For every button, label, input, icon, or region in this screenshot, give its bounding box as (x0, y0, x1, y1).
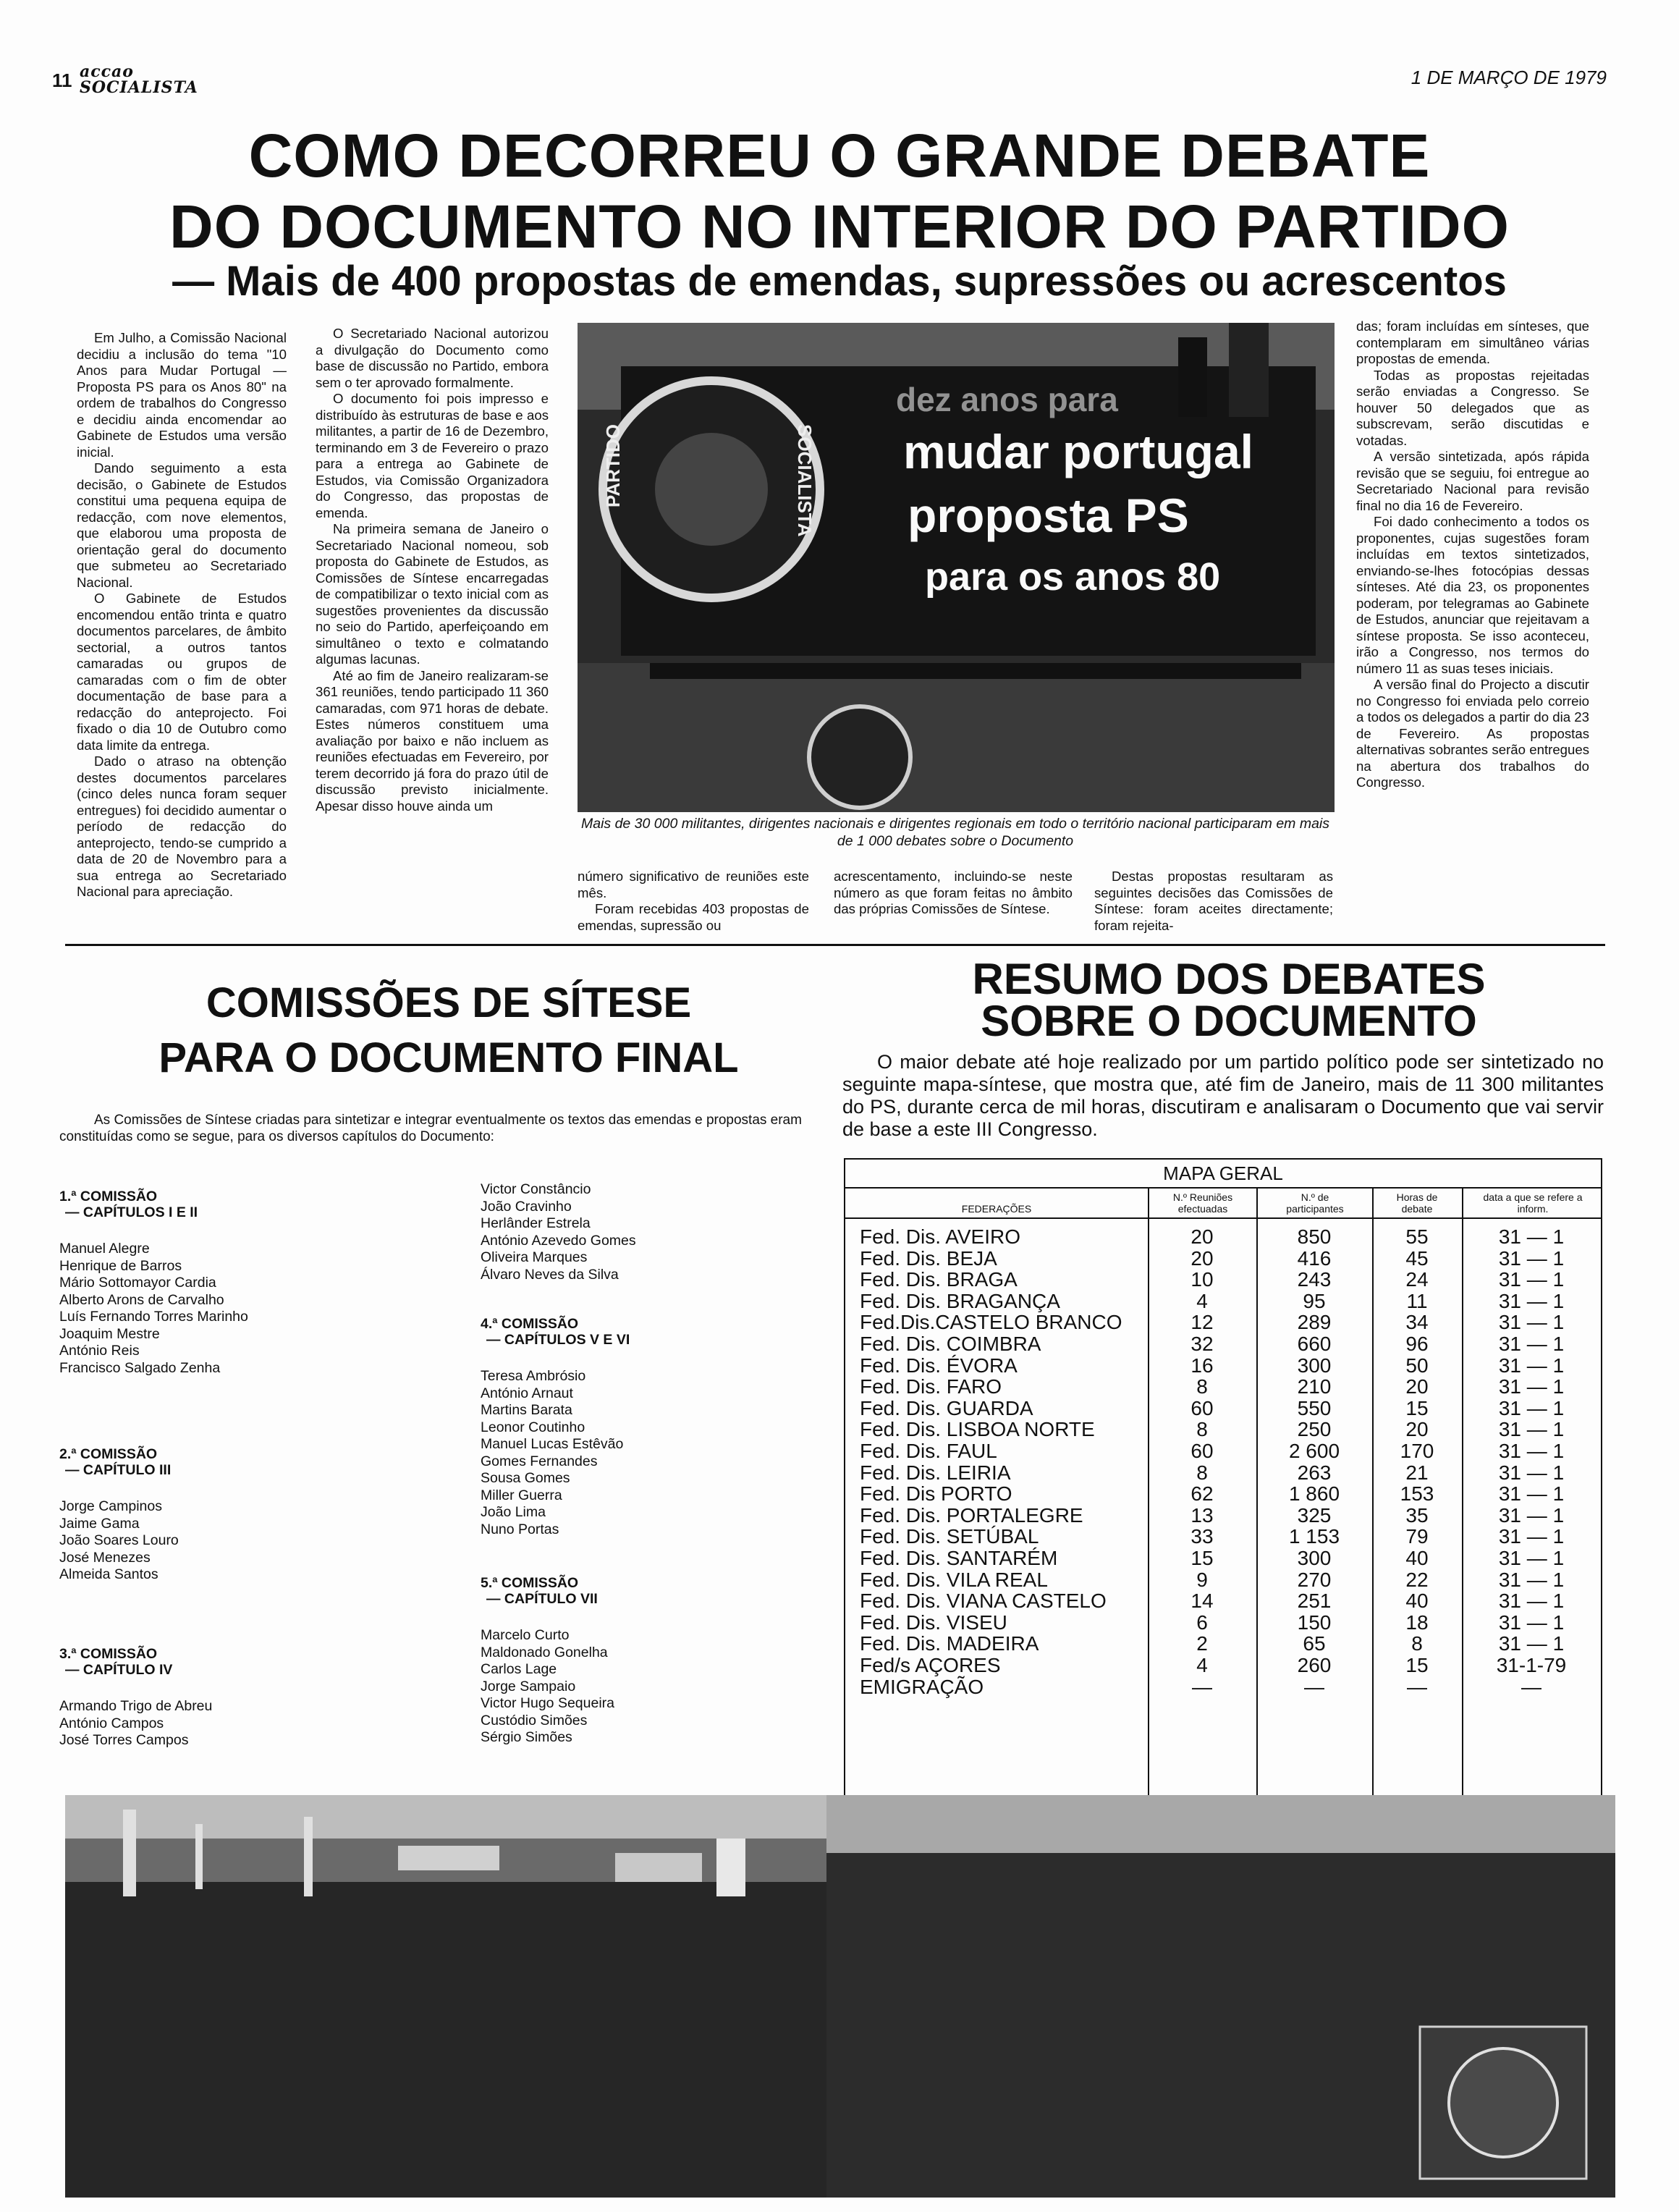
table-row (845, 1633, 1601, 1655)
member-name: Martins Barata (481, 1402, 572, 1418)
member-name: Miller Guerra (481, 1487, 562, 1503)
member-name: Jorge Campinos (59, 1498, 162, 1514)
table-row (845, 1483, 1601, 1505)
member-name: Sousa Gomes (481, 1470, 570, 1486)
row-participantes: 263 (1297, 1461, 1332, 1484)
headline-line-1: COMO DECORREU O GRANDE DEBATE (248, 122, 1431, 190)
row-horas: 20 (1405, 1418, 1429, 1441)
comissao-title: 4.ª COMISSÃO (481, 1316, 579, 1332)
member-name: Nuno Portas (481, 1521, 559, 1537)
member-name: João Soares Louro (59, 1532, 179, 1548)
member-name: Almeida Santos (59, 1566, 158, 1582)
table-row (845, 1355, 1601, 1377)
comissao-title: 5.ª COMISSÃO (481, 1575, 579, 1591)
row-data: — (1521, 1675, 1541, 1698)
member-name: António Arnaut (481, 1385, 573, 1401)
member-name: Maldonado Gonelha (481, 1644, 608, 1660)
row-horas: 18 (1405, 1611, 1429, 1634)
table-title: MAPA GERAL (1163, 1162, 1283, 1184)
member-name: Gomes Fernandes (481, 1453, 598, 1469)
row-federacao: Fed. Dis PORTO (860, 1482, 1012, 1506)
member-name: António Azevedo Gomes (481, 1232, 636, 1249)
row-data: 31 — 1 (1498, 1354, 1565, 1377)
member-name: Oliveira Marques (481, 1249, 588, 1265)
row-participantes: 300 (1297, 1547, 1332, 1569)
photo-caption: Mais de 30 000 militantes, dirigentes nacionais e dirigentes regionais em todo o território nacional participaram em mais de 1 000 debates sobre o Documento (580, 816, 1330, 849)
member-name: Jaime Gama (59, 1515, 140, 1532)
row-federacao: Fed. Dis. SANTARÉM (860, 1547, 1058, 1569)
row-federacao: Fed. Dis. BRAGANÇA (860, 1289, 1060, 1312)
row-data: 31 — 1 (1498, 1632, 1565, 1655)
paragraph: Até ao fim de Janeiro realizaram-se 361 reuniões, tendo participado 11 360 camaradas, com 971 horas de debate. Estes números constituem uma avaliação por baixo e não incluem as reuniões efectuadas em Fevereiro, por terem decorrido já fora do prazo útil de discussão previsto inicialmente. Apesar disso houve ainda um (316, 667, 549, 814)
row-federacao: Fed. Dis. BEJA (860, 1246, 997, 1270)
paragraph: A versão sintetizada, após rápida revisão que se seguiu, foi entregue ao Secretariado Nacional para revisão final no dia 16 de Fevereiro. (1356, 449, 1589, 513)
comissoes-heading-line-1: COMISSÕES DE SÍTESE (206, 979, 692, 1026)
row-data: 31 — 1 (1498, 1246, 1565, 1270)
row-federacao: Fed. Dis. COIMBRA (860, 1333, 1041, 1355)
member-name: José Menezes (59, 1549, 151, 1566)
banner-line-3: proposta PS (908, 489, 1189, 542)
member-name: Victor Hugo Sequeira (481, 1695, 615, 1711)
row-horas: 170 (1400, 1440, 1434, 1462)
row-federacao: Fed.Dis.CASTELO BRANCO (860, 1311, 1122, 1334)
row-federacao: Fed. Dis. AVEIRO (860, 1225, 1020, 1248)
row-participantes: 850 (1297, 1225, 1332, 1248)
row-reunioes: 9 (1196, 1568, 1208, 1591)
logo-line-2: SOCIALISTA (80, 78, 198, 97)
row-participantes: 210 (1297, 1375, 1332, 1398)
row-reunioes: 2 (1196, 1632, 1208, 1655)
row-federacao: Fed. Dis. PORTALEGRE (860, 1503, 1083, 1527)
row-federacao: Fed. Dis. VIANA CASTELO (860, 1590, 1107, 1613)
row-participantes: 660 (1297, 1333, 1332, 1355)
member-name: António Reis (59, 1343, 140, 1359)
row-reunioes: 8 (1196, 1375, 1208, 1398)
row-data: 31 — 1 (1498, 1225, 1565, 1248)
table-row (845, 1312, 1601, 1333)
row-horas: 21 (1405, 1461, 1429, 1484)
member-name: João Lima (481, 1504, 546, 1520)
row-data: 31 — 1 (1498, 1568, 1565, 1591)
row-federacao: Fed/s AÇORES (860, 1654, 1001, 1676)
comissao-members (481, 1627, 799, 1747)
comissao-2 (59, 1446, 465, 1584)
row-federacao: Fed. Dis. BRAGA (860, 1268, 1018, 1291)
row-horas: 15 (1405, 1654, 1429, 1676)
issue-date: 1 DE MARÇO DE 1979 (1411, 67, 1607, 88)
paragraph: Dado o atraso na obtenção destes documentos parcelares (cinco deles nunca foram sequer entregues) foi decidido aumentar o período de redacção do anteprojecto, tendo-se cumprido a data de 20 de Novembro para a sua entrega ao Secretariado Nacional para apreciação. (77, 753, 287, 899)
table-row (845, 1248, 1601, 1270)
table-row (845, 1376, 1601, 1398)
row-participantes: 243 (1297, 1268, 1332, 1291)
row-reunioes: 60 (1190, 1396, 1214, 1419)
row-participantes: 325 (1297, 1503, 1332, 1527)
member-name: Teresa Ambrósio (481, 1368, 586, 1384)
row-reunioes: 20 (1190, 1225, 1214, 1248)
congress-crowd-photo-right (826, 1795, 1615, 2198)
comissao-members (481, 1368, 799, 1538)
table-row (845, 1419, 1601, 1440)
row-participantes: 1 153 (1288, 1525, 1340, 1548)
member-name: Jorge Sampaio (481, 1678, 576, 1694)
row-reunioes: — (1192, 1675, 1212, 1698)
header-horas: Horas de debate (1396, 1191, 1438, 1215)
member-name: Armando Trigo de Abreu (59, 1698, 213, 1714)
row-participantes: — (1304, 1675, 1324, 1698)
table-row (845, 1676, 1601, 1698)
member-name: Joaquim Mestre (59, 1325, 160, 1342)
comissao-1-continued (481, 1181, 799, 1283)
row-reunioes: 15 (1190, 1547, 1214, 1569)
member-name: Luís Fernando Torres Marinho (59, 1309, 248, 1325)
resumo-heading-line-1: RESUMO DOS DEBATES (972, 955, 1486, 1003)
row-federacao: Fed. Dis. FAUL (860, 1440, 997, 1462)
member-name: Manuel Alegre (59, 1241, 150, 1257)
table-row (845, 1590, 1601, 1612)
table-row (845, 1291, 1601, 1312)
row-horas: 15 (1405, 1396, 1429, 1419)
row-horas: 35 (1405, 1503, 1429, 1527)
row-federacao: Fed. Dis. VISEU (860, 1611, 1007, 1634)
comissao-members (59, 1698, 465, 1749)
row-participantes: 65 (1303, 1632, 1326, 1655)
member-name: Francisco Salgado Zenha (59, 1359, 221, 1376)
member-name: Manuel Lucas Estêvão (481, 1436, 624, 1452)
row-reunioes: 62 (1190, 1482, 1214, 1506)
row-participantes: 150 (1297, 1611, 1332, 1634)
article-column-5 (1094, 869, 1333, 934)
row-data: 31 — 1 (1498, 1482, 1565, 1506)
header-participantes: N.º de participantes (1286, 1191, 1344, 1215)
row-federacao: Fed. Dis. MADEIRA (860, 1632, 1039, 1655)
table-row (845, 1612, 1601, 1634)
comissoes-intro: As Comissões de Síntese criadas para sintetizar e integrar eventualmente os textos das emendas e propostas eram constituídas como se segue, para os diversos capítulos do Documento: (59, 1113, 802, 1144)
row-federacao: Fed. Dis. FARO (860, 1375, 1002, 1398)
banner-side-right: SOCIALISTA (794, 424, 816, 537)
paragraph: Foram recebidas 403 propostas de emendas, supressão ou (578, 901, 809, 933)
row-data: 31 — 1 (1498, 1525, 1565, 1548)
row-participantes: 260 (1297, 1654, 1332, 1676)
row-data: 31 — 1 (1498, 1268, 1565, 1291)
congress-crowd-photo (65, 1795, 826, 2198)
headline-line-2: DO DOCUMENTO NO INTERIOR DO PARTIDO (169, 193, 1510, 261)
table-rule (845, 1217, 1601, 1219)
comissao-chapters: — CAPÍTULOS V E VI (486, 1332, 630, 1348)
comissao-title: 2.ª COMISSÃO (59, 1446, 158, 1462)
banner-line-1: dez anos para (896, 381, 1118, 418)
row-reunioes: 8 (1196, 1418, 1208, 1441)
row-federacao: Fed. Dis. GUARDA (860, 1396, 1033, 1419)
logo-line-1: accao (80, 62, 134, 81)
paragraph: Todas as propostas rejeitadas serão enviadas a Congresso. Se houver 50 delegados que as subscrevam, serão discutidas e votadas. (1356, 367, 1589, 448)
crowd-photo-graphic (65, 1795, 826, 2198)
row-horas: 11 (1406, 1289, 1428, 1312)
paragraph: A versão final do Projecto a discutir no Congresso foi enviada pelo correio a todos os delegados a partir do dia 23 de Fevereiro. As propostas alternativas sobrantes serão entregues na abertura dos trabalhos do Congresso. (1356, 677, 1589, 790)
row-horas: 96 (1405, 1333, 1429, 1355)
row-reunioes: 16 (1190, 1354, 1214, 1377)
row-horas: 20 (1405, 1375, 1429, 1398)
comissao-chapters: — CAPÍTULOS I E II (65, 1204, 198, 1220)
row-horas: 45 (1405, 1246, 1429, 1270)
headline-subtitle: — Mais de 400 propostas de emendas, supressões ou acrescentos (172, 258, 1507, 305)
table-rule (845, 1187, 1601, 1189)
row-data: 31 — 1 (1498, 1440, 1565, 1462)
paragraph: das; foram incluídas em sínteses, que contemplaram em simultâneo várias propostas de emenda. (1356, 318, 1589, 366)
row-participantes: 251 (1297, 1590, 1332, 1613)
paragraph: Na primeira semana de Janeiro o Secretariado Nacional nomeou, sob proposta do Gabinete de Estudos, as Comissões de Síntese encarregadas de compatibilizar o texto inicial com as sugestões provenientes da discussão no seio do Partido, aperfeiçoando em simultâneo o texto e colmatando algumas lacunas. (316, 521, 549, 667)
row-reunioes: 14 (1190, 1590, 1214, 1613)
member-name: João Cravinho (481, 1198, 572, 1215)
table-row (845, 1548, 1601, 1569)
row-data: 31 — 1 (1498, 1461, 1565, 1484)
header-data: data a que se refere a inform. (1483, 1191, 1583, 1215)
paragraph: Destas propostas resultaram as seguintes decisões das Comissões de Síntese: foram aceites directamente; foram rejeita- (1094, 869, 1333, 933)
banner-side-left: PARTIDO (602, 424, 624, 508)
row-reunioes: 60 (1190, 1440, 1214, 1462)
row-data: 31 — 1 (1498, 1418, 1565, 1441)
row-federacao: Fed. Dis. LEIRIA (860, 1461, 1011, 1484)
row-data: 31 — 1 (1498, 1611, 1565, 1634)
row-horas: 24 (1405, 1268, 1429, 1291)
row-reunioes: 10 (1190, 1268, 1214, 1291)
row-participantes: 2 600 (1288, 1440, 1340, 1462)
row-reunioes: 6 (1196, 1611, 1208, 1634)
table-row (845, 1526, 1601, 1548)
row-data: 31 — 1 (1498, 1503, 1565, 1527)
row-data: 31-1-79 (1496, 1654, 1567, 1676)
row-participantes: 416 (1297, 1246, 1332, 1270)
row-data: 31 — 1 (1498, 1590, 1565, 1613)
row-horas: 153 (1400, 1482, 1434, 1506)
comissao-members (59, 1241, 465, 1377)
member-name: Sérgio Simões (481, 1729, 572, 1745)
row-federacao: EMIGRAÇÃO (860, 1675, 984, 1698)
article-column-6 (1356, 318, 1589, 791)
member-name: Álvaro Neves da Silva (481, 1266, 619, 1283)
row-participantes: 289 (1297, 1311, 1332, 1334)
comissao-chapters: — CAPÍTULO VII (486, 1591, 598, 1607)
row-reunioes: 13 (1190, 1503, 1214, 1527)
row-participantes: 1 860 (1288, 1482, 1340, 1506)
newspaper-logo (80, 64, 198, 96)
member-name: Victor Constâncio (481, 1181, 591, 1197)
comissao-4 (481, 1316, 799, 1538)
crowd-photo-right-graphic (826, 1795, 1615, 2198)
row-data: 31 — 1 (1498, 1396, 1565, 1419)
row-participantes: 270 (1297, 1568, 1332, 1591)
row-reunioes: 4 (1196, 1289, 1208, 1312)
table-row (845, 1569, 1601, 1591)
comissao-title: 3.ª COMISSÃO (59, 1646, 158, 1662)
comissao-1 (59, 1189, 465, 1377)
member-name: António Campos (59, 1715, 164, 1731)
paragraph: O Secretariado Nacional autorizou a divulgação do Documento como base de discussão no Partido, embora sem o ter aprovado formalmente. (316, 326, 549, 390)
comissao-5 (481, 1575, 799, 1747)
row-reunioes: 20 (1190, 1246, 1214, 1270)
banner-line-4: para os anos 80 (925, 555, 1221, 599)
table-row (845, 1462, 1601, 1484)
row-reunioes: 4 (1196, 1654, 1208, 1676)
comissao-chapters: — CAPÍTULO III (65, 1462, 172, 1478)
table-row (845, 1655, 1601, 1676)
article-column-4 (834, 869, 1073, 918)
comissao-title: 1.ª COMISSÃO (59, 1189, 158, 1204)
row-data: 31 — 1 (1498, 1289, 1565, 1312)
paragraph: acrescentamento, incluindo-se neste número as que foram feitas no âmbito das próprias Comissões de Síntese. (834, 869, 1073, 916)
table-row (845, 1398, 1601, 1419)
paragraph: Foi dado conhecimento a todos os proponentes, cujas sugestões foram incluídas em textos sintetizados, enviando-se-lhes fotocópias dessas sínteses. Até dia 23, os proponentes poderam, por telegramas ao Gabinete de Estudos, anunciar que rejeitavam a síntese proposta. Se isso aconteceu, irão a Congresso, nos termos do número 11 as suas teses iniciais. (1356, 514, 1589, 676)
section-divider (65, 944, 1605, 946)
table-row (845, 1505, 1601, 1527)
member-name: Custódio Simões (481, 1712, 588, 1728)
row-horas: 50 (1405, 1354, 1429, 1377)
member-name: Marcelo Curto (481, 1627, 570, 1643)
member-name: Mário Sottomayor Cardia (59, 1275, 216, 1291)
row-horas: 40 (1405, 1547, 1429, 1569)
row-horas: 40 (1405, 1590, 1429, 1613)
row-participantes: 250 (1297, 1418, 1332, 1441)
row-federacao: Fed. Dis. LISBOA NORTE (860, 1418, 1095, 1441)
table-row (845, 1333, 1601, 1355)
row-horas: 8 (1411, 1632, 1423, 1655)
member-name: Henrique de Barros (59, 1257, 182, 1274)
comissao-3 (59, 1646, 465, 1749)
row-federacao: Fed. Dis. SETÚBAL (860, 1525, 1039, 1548)
resumo-heading-line-2: SOBRE O DOCUMENTO (981, 997, 1477, 1045)
article-column-3 (578, 869, 809, 934)
row-data: 31 — 1 (1498, 1333, 1565, 1355)
table-row (845, 1226, 1601, 1248)
paragraph: Em Julho, a Comissão Nacional decidiu a inclusão do tema "10 Anos para Mudar Portugal — Proposta PS para os Anos 80" na ordem de trabalhos do Congresso e decidiu ainda encomendar ao Gabinete de Estudos uma versão inicial. (77, 330, 287, 460)
row-reunioes: 12 (1190, 1311, 1214, 1334)
row-data: 31 — 1 (1498, 1311, 1565, 1334)
comissao-members (59, 1498, 465, 1584)
row-participantes: 300 (1297, 1354, 1332, 1377)
row-reunioes: 32 (1190, 1333, 1214, 1355)
article-column-1 (77, 330, 287, 900)
row-federacao: Fed. Dis. VILA REAL (860, 1568, 1048, 1591)
row-horas: 22 (1405, 1568, 1429, 1591)
member-name: José Torres Campos (59, 1732, 189, 1748)
paragraph: O Gabinete de Estudos encomendou então trinta e quatro documentos parcelares, de âmbito sectorial, a outros tantos camaradas ou grupos de camaradas com o fim de obter documentação de base para a redacção do anteprojecto. Foi fixado o dia 10 de Outubro como data limite da entrega. (77, 591, 287, 753)
row-reunioes: 33 (1190, 1525, 1214, 1548)
table-row (845, 1440, 1601, 1462)
row-reunioes: 8 (1196, 1461, 1208, 1484)
header-federacoes: FEDERAÇÕES (961, 1203, 1032, 1215)
member-name: Carlos Lage (481, 1661, 557, 1677)
row-horas: 55 (1405, 1225, 1429, 1248)
row-horas: 79 (1405, 1525, 1429, 1548)
member-name: Herlânder Estrela (481, 1215, 591, 1231)
banner-line-2: mudar portugal (903, 425, 1254, 478)
header-reunioes: N.º Reuniões efectuadas (1172, 1191, 1233, 1215)
paragraph: número significativo de reuniões este mês. (578, 869, 809, 900)
row-participantes: 550 (1297, 1396, 1332, 1419)
row-data: 31 — 1 (1498, 1547, 1565, 1569)
row-data: 31 — 1 (1498, 1375, 1565, 1398)
congress-stage-photo (578, 323, 1335, 812)
row-horas: — (1407, 1675, 1427, 1698)
row-participantes: 95 (1303, 1289, 1326, 1312)
paragraph: Dando seguimento a esta decisão, o Gabinete de Estudos constitui uma pequena equipa de redacção, com nove elementos, que elaborou uma proposta de orientação geral do documento que submeteu ao Secretariado Nacional. (77, 460, 287, 590)
comissao-chapters: — CAPÍTULO IV (65, 1662, 173, 1678)
comissoes-heading-line-2: PARA O DOCUMENTO FINAL (158, 1034, 739, 1081)
paragraph: O documento foi pois impresso e distribuído às estruturas de base e aos militantes, a partir de 16 de Dezembro, terminando em 3 de Fevereiro o prazo para a entrega ao Gabinete de Estudos, via Comissão Organizadora do Congresso, das propostas de emenda. (316, 391, 549, 520)
article-column-2 (316, 326, 549, 814)
row-federacao: Fed. Dis. ÉVORA (860, 1354, 1018, 1377)
member-name: Alberto Arons de Carvalho (59, 1291, 224, 1308)
row-horas: 34 (1405, 1311, 1429, 1334)
table-row (845, 1269, 1601, 1291)
page-number: 11 (52, 69, 72, 91)
resumo-lead: O maior debate até hoje realizado por um partido político pode ser sintetizado no seguinte mapa-síntese, que mostra que, até fim de Janeiro, mais de 11 300 militantes do PS, durante cerca de mil horas, discutiram e analisaram o Documento que vai servir de base a este III Congresso. (842, 1051, 1604, 1140)
member-name: Leonor Coutinho (481, 1419, 585, 1435)
